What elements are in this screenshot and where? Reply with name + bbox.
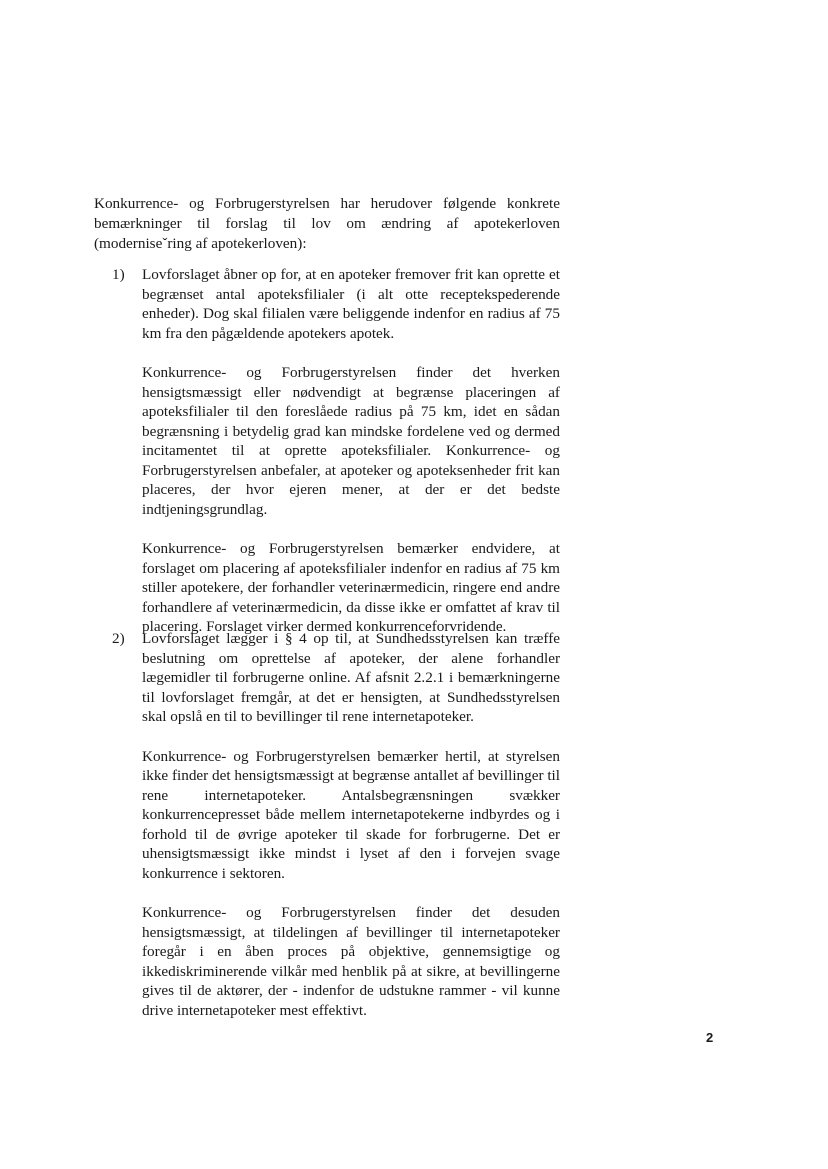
intro-paragraph: Konkurrence- og Forbrugerstyrelsen har herudover følgende konkrete bemærkninger til forslag til lov om ændring af apotekerloven (moderniseˇring af apotekerloven): bbox=[94, 195, 560, 252]
list-item-2 bbox=[112, 629, 560, 1040]
paragraph: Konkurrence- og Forbrugerstyrelsen finder det hverken hensigtsmæssigt eller nødvendigt at begrænse placeringen af apoteksfilialer til den foreslåede radius på 75 km, idet en sådan begrænsning i betydelig grad kan mindske fordelene ved og dermed incitamentet til at oprette apoteksfilialer. Konkurrence- og Forbrugerstyrelsen anbefaler, at apoteker og apoteksenheder frit kan placeres, der hvor ejeren mener, at der er det bedste indtjeningsgrundlag. bbox=[142, 364, 560, 518]
list-item-number: 2) bbox=[112, 630, 125, 647]
paragraph: Lovforslaget åbner op for, at en apoteker fremover frit kan oprette et begrænset antal apoteksfilialer (i alt otte receptekspederende enheder). Dog skal filialen være beliggende indenfor en radius af 75 km fra den pågældende apotekers apotek. bbox=[142, 266, 560, 342]
list-item-1 bbox=[112, 265, 560, 657]
paragraph: Konkurrence- og Forbrugerstyrelsen bemærker endvidere, at forslaget om placering af apoteksfilialer indenfor en radius af 75 km stiller apotekere, der forhandler veterinærmedicin, ringere end andre forhandlere af veterinærmedicin, da disse ikke er omfattet af krav til placering. Forslaget virker dermed konkurrenceforvridende. bbox=[142, 540, 560, 635]
paragraph: Konkurrence- og Forbrugerstyrelsen bemærker hertil, at styrelsen ikke finder det hensigtsmæssigt at begrænse antallet af bevillinger til rene internetapoteker. Antalsbegrænsningen svækker konkurrencepresset både mellem internetapotekerne indbyrdes og i forhold til de øvrige apoteker til skade for forbrugerne. Det er uhensigtsmæssigt ikke mindst i lyset af den i forvejen svage konkurrence i sektoren. bbox=[142, 747, 560, 882]
list-item-body bbox=[142, 265, 560, 637]
paragraph: Konkurrence- og Forbrugerstyrelsen finder det desuden hensigtsmæssigt, at tildelingen af bevillinger til internetapoteker foregår i en åben proces på objektive, gennemsigtige og ikkediskriminerende vilkår med henblik på at sikre, at bevillingerne gives til de aktører, der - indenfor de udstukne rammer - vil kunne drive internetapoteker mest effektivt. bbox=[142, 904, 560, 1019]
paragraph: Lovforslaget lægger i § 4 op til, at Sundhedsstyrelsen kan træffe beslutning om oprettelse af apoteker, der alene forhandler lægemidler til forbrugerne online. Af afsnit 2.2.1 i bemærkningerne til lovforslaget fremgår, at det er hensigten, at Sundhedsstyrelsen skal opslå en til to bevillinger til rene internetapoteker. bbox=[142, 630, 560, 725]
list-item-number: 1) bbox=[112, 266, 125, 283]
list-item-body bbox=[142, 629, 560, 1020]
page-number: 2 bbox=[706, 1030, 714, 1045]
